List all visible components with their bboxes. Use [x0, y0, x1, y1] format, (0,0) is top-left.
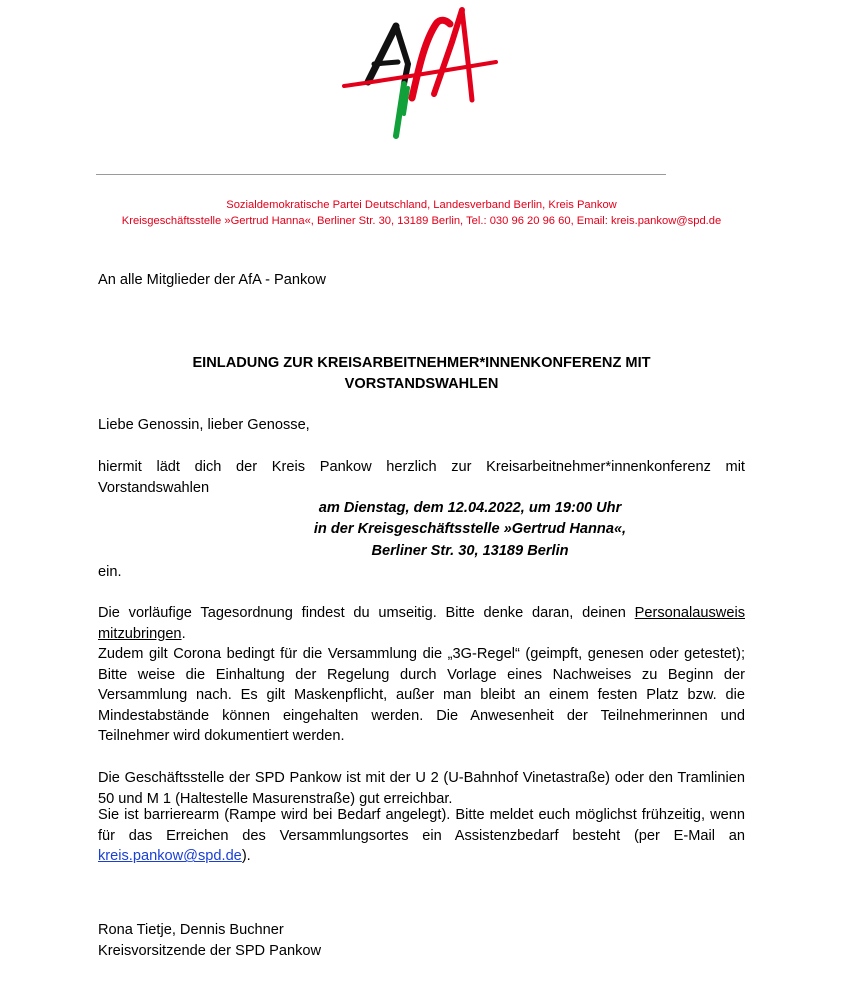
id-card-reminder: Personalausweis mitzubringen: [98, 605, 745, 642]
logo-black-left-stroke: [368, 26, 396, 82]
ein-line: ein.: [98, 564, 122, 580]
header-address-line: Kreisgeschäftsstelle »Gertrud Hanna«, Berliner Str. 30, 13189 Berlin, Tel.: 030 96 20 96 60, Email: kreis.pankow@spd.de: [121, 215, 722, 227]
event-address: Berliner Str. 30, 13189 Berlin: [371, 542, 569, 559]
signature-role: Kreisvorsitzende der SPD Pankow: [98, 943, 322, 959]
accessibility-text: Sie ist barrierearm (Rampe wird bei Bedarf angelegt). Bitte meldet euch möglichst frühzeitig, wenn für das Erreichen des Versammlungsortes ein Assistenzbedarf besteht (per E-Mail an: [98, 807, 745, 844]
agenda-end: .: [181, 625, 186, 642]
logo-black-crossbar: [374, 62, 398, 64]
accessibility-paragraph: [98, 805, 745, 867]
recipient-line: An alle Mitglieder der AfA - Pankow: [98, 272, 326, 288]
logo-text: AfA: [338, 2, 340, 3]
letter-title: [0, 353, 843, 394]
title-line-2: VORSTANDSWAHLEN: [344, 375, 499, 392]
header-party-line: Sozialdemokratische Partei Deutschland, Landesverband Berlin, Kreis Pankow: [226, 199, 617, 211]
event-venue: in der Kreisgeschäftsstelle »Gertrud Hanna«,: [313, 521, 627, 538]
signature-names: Rona Tietje, Dennis Buchner: [98, 922, 284, 938]
logo-red-a-right: [462, 10, 472, 100]
event-details: [0, 498, 843, 562]
email-link[interactable]: kreis.pankow@spd.de: [98, 848, 242, 865]
intro-paragraph: hiermit lädt dich der Kreis Pankow herzlich zur Kreisarbeitnehmer*innenkonferenz mit Vorstandswahlen: [98, 459, 745, 496]
event-date: am Dienstag, dem 12.04.2022, um 19:00 Uhr: [318, 500, 622, 516]
accessibility-end: ).: [241, 848, 251, 865]
title-line-1: EINLADUNG ZUR KREISARBEITNEHMER*INNENKONFERENZ MIT: [192, 355, 651, 371]
transit-paragraph: Die Geschäftsstelle der SPD Pankow ist mit der U 2 (U-Bahnhof Vinetastraße) oder den Tramlinien 50 und M 1 (Haltestelle Masurenstraße) gut erreichbar.: [98, 770, 745, 807]
header-rule: [96, 174, 666, 175]
afa-logo: [338, 2, 500, 140]
corona-paragraph: Zudem gilt Corona bedingt für die Versammlung die „3G-Regel“ (geimpft, genesen oder getestet); Bitte weise die Einhaltung der Regelung durch Vorlage eines Nachweises zu Beginn der Versammlung nach. Es gilt Maskenpflicht, außer man bleibt an einem festen Platz bzw. die Mindestabstände können eingehalten werden. Die Anwesenheit der Teilnehmerinnen und Teilnehmer wird dokumentiert werden.: [98, 646, 745, 745]
agenda-text: Die vorläufige Tagesordnung findest du umseitig. Bitte denke daran, deinen: [98, 605, 635, 621]
salutation: Liebe Genossin, lieber Genosse,: [98, 417, 310, 433]
agenda-paragraph: [98, 603, 745, 644]
